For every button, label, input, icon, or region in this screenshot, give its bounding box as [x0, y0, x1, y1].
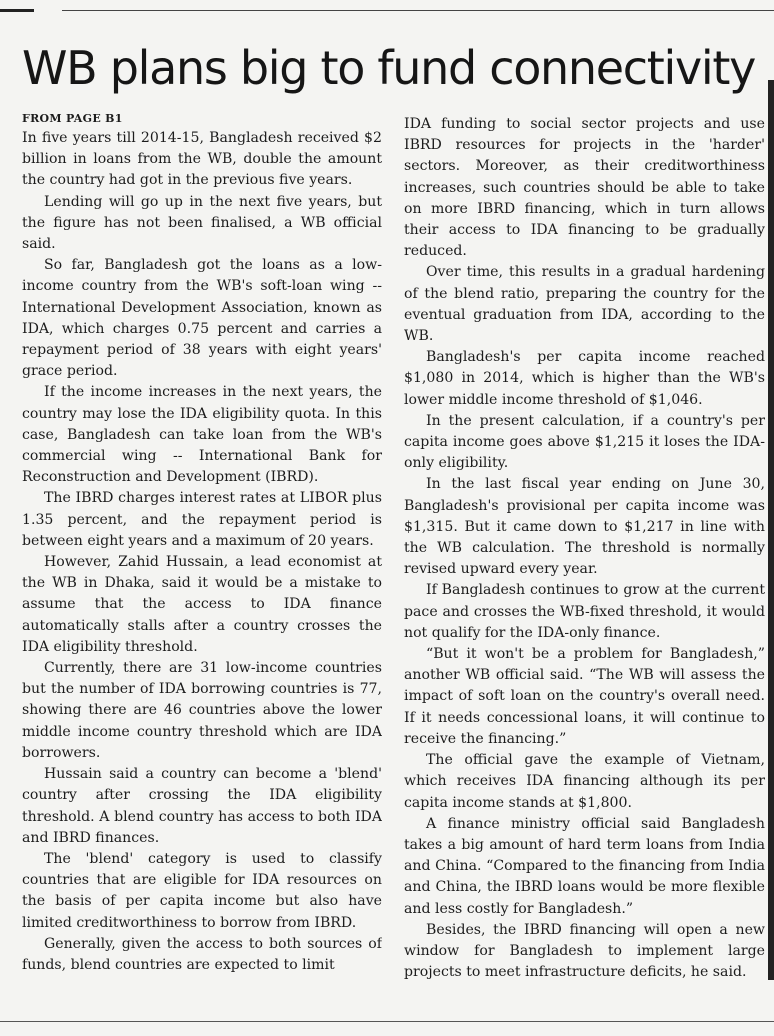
paragraph: In five years till 2014-15, Bangladesh received $2 billion in loans from the WB, double the amount the country had got in the previous five years.	[22, 130, 382, 189]
paragraph: In the present calculation, if a country's per capita income goes above $1,215 it loses the IDA-only eligibility.	[404, 412, 765, 472]
article-column-2	[404, 114, 765, 1000]
paragraph: Hussain said a country can become a 'blend' country after crossing the IDA eligibility threshold. A blend country has access to both IDA and IBRD finances.	[22, 766, 382, 846]
paragraph: If the income increases in the next years, the country may lose the IDA eligibility quota. In this case, Bangladesh can take loan from the WB's commercial wing -- International Bank for Reconstruction and Development (IBRD).	[22, 384, 382, 486]
bottom-rule	[0, 1021, 774, 1022]
byline: FROM PAGE B1	[22, 112, 123, 125]
paragraph: Generally, given the access to both sources of funds, blend countries are expected to limit	[22, 935, 382, 973]
paragraph: However, Zahid Hussain, a lead economist at the WB in Dhaka, said it would be a mistake to assume that the access to IDA finance automatically stalls after a country crosses the IDA eligibility threshold.	[22, 554, 382, 655]
paragraph: The official gave the example of Vietnam, which receives IDA financing although its per capita income stands at $1,800.	[404, 752, 765, 811]
top-rule-tick	[0, 9, 34, 12]
paragraph: Over time, this results in a gradual hardening of the blend ratio, preparing the country for the eventual graduation from IDA, according to the WB.	[404, 264, 765, 345]
paragraph: Lending will go up in the next five years, but the figure has not been finalised, a WB official said.	[22, 193, 382, 253]
headline: WB plans big to fund connectivity	[22, 41, 756, 95]
paragraph: Currently, there are 31 low-income countries but the number of IDA borrowing countries is 77, showing there are 46 countries above the lower middle income country threshold which are IDA borrowers.	[22, 660, 382, 761]
article-column-1	[22, 112, 382, 1000]
top-rule	[62, 10, 774, 11]
right-edge-rule	[768, 80, 774, 980]
paragraph: A finance ministry official said Bangladesh takes a big amount of hard term loans from India and China. “Compared to the financing from India and China, the IBRD loans would be more flexible and less costly for Bangladesh.”	[404, 815, 765, 917]
paragraph: Besides, the IBRD financing will open a new window for Bangladesh to implement large projects to meet infrastructure deficits, he said.	[404, 921, 765, 981]
paragraph: “But it won't be a problem for Bangladesh,” another WB official said. “The WB will assess the impact of soft loan on the country's overall need. If it needs concessional loans, it will continue to receive the financing.”	[404, 646, 765, 747]
paragraph: Bangladesh's per capita income reached $1,080 in 2014, which is higher than the WB's lower middle income threshold of $1,046.	[404, 349, 765, 408]
paragraph: IDA funding to social sector projects and use IBRD resources for projects in the 'harder' sectors. Moreover, as their creditworthiness increases, such countries should be able to take on more IBRD financing, which in turn allows their access to IDA financing to be gradually reduced.	[404, 116, 765, 260]
paragraph: The 'blend' category is used to classify countries that are eligible for IDA resources on the basis of per capita income but also have limited creditworthiness to borrow from IBRD.	[22, 850, 382, 931]
paragraph: So far, Bangladesh got the loans as a low-income country from the WB's soft-loan wing -- International Development Association, known as IDA, which charges 0.75 percent and carries a repayment period of 38 years with eight years' grace period.	[22, 257, 382, 380]
paragraph: In the last fiscal year ending on June 30, Bangladesh's provisional per capita income was $1,315. But it came down to $1,217 in line with the WB calculation. The threshold is normally revised upward every year.	[404, 476, 765, 578]
paragraph: If Bangladesh continues to grow at the current pace and crosses the WB-fixed threshold, it would not qualify for the IDA-only finance.	[404, 582, 765, 641]
paragraph: The IBRD charges interest rates at LIBOR plus 1.35 percent, and the repayment period is between eight years and a maximum of 20 years.	[22, 490, 382, 549]
